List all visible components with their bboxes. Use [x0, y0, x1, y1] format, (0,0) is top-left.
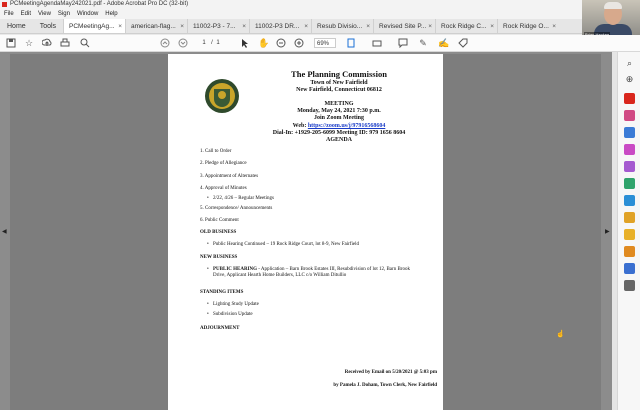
menu-window[interactable]: Window: [76, 11, 99, 17]
toolbar: [0, 35, 640, 52]
town-seal-icon: [204, 76, 240, 116]
fit-page-icon[interactable]: [346, 38, 356, 48]
video-thumbnail: [582, 0, 640, 38]
menu-edit[interactable]: Edit: [20, 11, 32, 17]
prev-page-icon[interactable]: [160, 38, 170, 48]
doc-town: Town of New Fairfield: [310, 80, 368, 86]
window-title: PCMeetingAgendaMay242021.pdf - Adobe Acrobat Pro DC (32-bit): [10, 1, 189, 7]
comment-tool-icon[interactable]: [624, 229, 635, 240]
meeting-label: MEETING: [324, 101, 354, 107]
close-icon[interactable]: ×: [304, 23, 309, 30]
tab-tools[interactable]: Tools: [39, 23, 57, 30]
agenda-item: 4. Approval of Minutes: [200, 186, 247, 191]
participant-hair: [604, 2, 622, 9]
dial-in: Dial-In: +1929-205-6099 Meeting ID: 979 1656 8604: [272, 130, 406, 136]
doc-tab-label: Resub Divisio...: [317, 23, 363, 30]
new-business-text: - Application – Barn Brook Estates III, Resubdivision of lot 12, Barn Brook Drive, Applicant Hearth Home Builders, LLC c/o William Ditullio: [213, 267, 410, 278]
sign-icon[interactable]: ✍: [438, 38, 450, 48]
print-icon[interactable]: [60, 38, 70, 48]
tag-icon[interactable]: [458, 38, 468, 48]
zoom-out-icon[interactable]: [276, 38, 286, 48]
doc-tab-label: Revised Site P...: [379, 23, 427, 30]
agenda-item: 2. Pledge of Allegiance: [200, 161, 247, 166]
keyboard-icon[interactable]: [372, 38, 382, 48]
zoom-link[interactable]: https://zoom.us/j/97916568604: [307, 123, 386, 129]
export-pdf-icon[interactable]: [624, 93, 635, 104]
left-panel-toggle-icon[interactable]: ◀: [2, 229, 7, 235]
doc-tab-label: 11002-P3 DR...: [255, 23, 300, 30]
meeting-date: Monday, May 24, 2021 7:30 p.m.: [297, 108, 381, 114]
tab-bar: [0, 19, 640, 34]
pen-icon[interactable]: ✎: [419, 38, 427, 48]
zoom-in-icon[interactable]: ⊕: [625, 74, 634, 84]
close-icon[interactable]: ×: [180, 23, 185, 30]
edit-pdf-icon[interactable]: [624, 127, 635, 138]
menu-bar: [0, 9, 640, 19]
hand-tool-icon[interactable]: ✋: [258, 38, 270, 48]
old-business-bullet: • Public Hearing Continued – 19 Rock Ridge Court, lot 8-9, New Fairfield: [213, 242, 423, 248]
agenda-item: 5. Correspondence/ Announcements: [200, 206, 273, 211]
agenda-item: 3. Appointment of Alternates: [200, 174, 259, 179]
close-icon[interactable]: ×: [242, 23, 247, 30]
page-total: 1: [216, 40, 220, 46]
received-line: Received by Email on 5/20/2021 @ 5:03 pm: [344, 370, 437, 375]
protect-icon[interactable]: [624, 263, 635, 274]
close-icon[interactable]: ×: [552, 23, 557, 30]
export-icon[interactable]: [624, 195, 635, 206]
clerk-line: by Pamela J. Doham, Town Clerk, New Fairfield: [333, 383, 437, 388]
web-line: [246, 123, 432, 130]
fill-sign-icon[interactable]: [624, 178, 635, 189]
new-business-bullet: [213, 267, 423, 279]
agenda-item: 1. Call to Order: [200, 149, 232, 154]
page-margin-right: [443, 54, 601, 410]
doc-tab[interactable]: [373, 19, 435, 33]
agenda-label: AGENDA: [325, 137, 352, 143]
doc-tab-label: 11002-P3 - 7...: [193, 23, 236, 30]
comment-icon[interactable]: [398, 38, 408, 48]
combine-files-icon[interactable]: [624, 144, 635, 155]
new-business-heading: NEW BUSINESS: [200, 255, 238, 260]
menu-sign[interactable]: Sign: [57, 11, 70, 17]
right-tools-panel: [617, 52, 640, 410]
close-icon[interactable]: ×: [490, 23, 495, 30]
tab-home[interactable]: Home: [7, 23, 26, 30]
doc-tab[interactable]: [187, 19, 249, 33]
doc-tab[interactable]: [311, 19, 373, 33]
menu-file[interactable]: File: [4, 11, 14, 17]
title-bar: [0, 0, 640, 9]
doc-tab[interactable]: [497, 19, 559, 33]
close-icon[interactable]: ×: [428, 23, 433, 30]
doc-tab[interactable]: [125, 19, 187, 33]
doc-tab[interactable]: [435, 19, 497, 33]
more-tools-icon[interactable]: [624, 280, 635, 291]
public-hearing-label: PUBLIC HEARING: [213, 267, 258, 272]
doc-title: The Planning Commission: [291, 69, 387, 79]
scan-ocr-icon[interactable]: [624, 212, 635, 223]
save-icon[interactable]: [6, 38, 16, 48]
doc-tab-label: PCMeetingAg...: [69, 23, 115, 30]
doc-tab-label: american-flag...: [131, 23, 176, 30]
web-label: Web:: [292, 123, 307, 129]
page-separator: /: [211, 40, 213, 46]
standing-bullet: • Lighting Study Update: [213, 302, 423, 308]
adjournment-heading: ADJOURNMENT: [200, 326, 240, 331]
page-margin-left: [10, 54, 168, 410]
mouse-cursor-icon: ☝: [556, 331, 565, 338]
organize-pages-icon[interactable]: [624, 161, 635, 172]
join-zoom: Join Zoom Meeting: [314, 115, 364, 121]
minutes-bullet: • 2/22, 4/26 – Regular Meetings: [213, 196, 423, 202]
menu-view[interactable]: View: [38, 11, 51, 17]
acrobat-icon: [2, 2, 7, 7]
page-number-input[interactable]: 1: [202, 40, 206, 46]
zoom-in-icon[interactable]: [294, 38, 304, 48]
zoom-level-select[interactable]: 69%: [314, 38, 336, 48]
doc-tab[interactable]: [249, 19, 311, 33]
agenda-item: 6. Public Comment: [200, 218, 239, 223]
search-icon[interactable]: [80, 38, 90, 48]
doc-tab-label: Rock Ridge O...: [503, 23, 549, 30]
upload-icon[interactable]: [42, 38, 52, 48]
send-for-comment-icon[interactable]: [624, 246, 635, 257]
right-panel-toggle-icon[interactable]: ▶: [605, 229, 610, 235]
star-icon[interactable]: ☆: [24, 38, 34, 48]
next-page-icon[interactable]: [178, 38, 188, 48]
standing-bullet: • Subdivision Update: [213, 312, 423, 318]
close-icon[interactable]: ×: [366, 23, 371, 30]
old-business-heading: OLD BUSINESS: [200, 230, 237, 235]
pdf-page: [168, 54, 443, 410]
search-icon[interactable]: ⌕: [626, 58, 633, 68]
doc-address: New Fairfield, Connecticut 06812: [296, 87, 382, 93]
close-icon[interactable]: ×: [118, 23, 123, 30]
standing-items-heading: STANDING ITEMS: [200, 290, 244, 295]
menu-help[interactable]: Help: [105, 11, 118, 17]
create-pdf-icon[interactable]: [624, 110, 635, 121]
doc-tab[interactable]: [63, 19, 125, 33]
select-cursor-icon[interactable]: [240, 38, 250, 48]
doc-tab-label: Rock Ridge C...: [441, 23, 487, 30]
